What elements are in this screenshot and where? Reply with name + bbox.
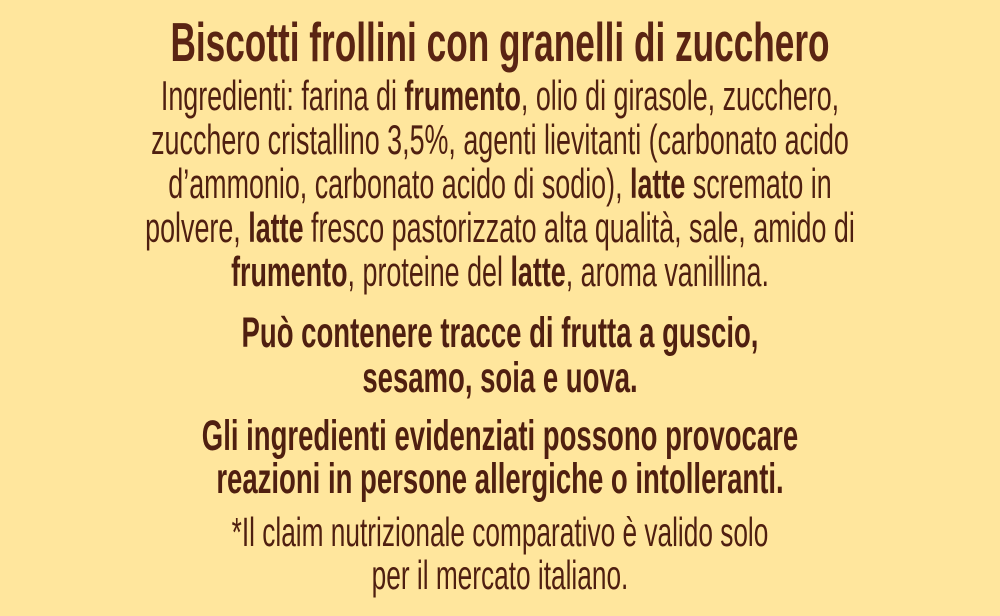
footnote-line: *Il claim nutrizionale comparativo è valido solo	[231, 509, 769, 555]
highlight-notice	[0, 412, 1000, 503]
ingredients-line: polvere, latte fresco pastorizzato alta qualità, sale, amido di	[145, 204, 855, 251]
ingredients-line: d’ammonio, carbonato acido di sodio), latte scremato in	[168, 160, 832, 207]
ingredients-line: Ingredienti: farina di frumento, olio di girasole, zucchero,	[160, 72, 840, 119]
allergen-warning-line: sesamo, soia e uova.	[362, 354, 638, 402]
ingredients-line: frumento, proteine del latte, aroma vanillina.	[231, 248, 769, 295]
allergen-warning-line: Può contenere tracce di frutta a guscio,	[241, 309, 759, 357]
ingredients-line: zucchero cristallino 3,5%, agenti lievitanti (carbonato acido	[151, 116, 849, 163]
highlight-notice-line: Gli ingredienti evidenziati possono provocare	[201, 412, 799, 460]
footnote	[0, 511, 1000, 597]
footnote-line: per il mercato italiano.	[371, 552, 629, 598]
ingredient-label	[0, 12, 1000, 597]
allergen-warning	[0, 311, 1000, 401]
ingredients-paragraph	[0, 74, 1000, 294]
product-title: Biscotti frollini con granelli di zucchero	[170, 11, 830, 73]
highlight-notice-line: reazioni in persone allergiche o intolleranti.	[216, 455, 784, 503]
